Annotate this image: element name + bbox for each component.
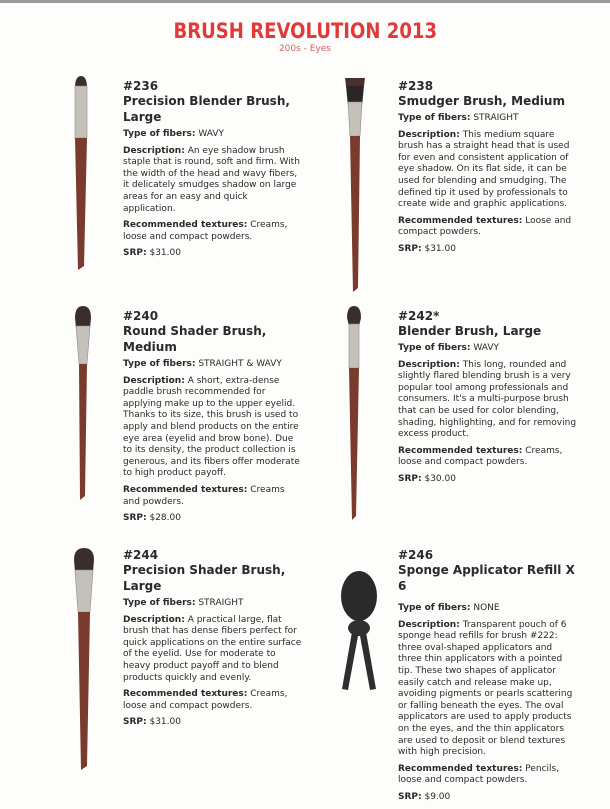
product-name: Sponge Applicator Refill X 6 — [398, 563, 575, 593]
bristle-icon — [75, 306, 91, 328]
fibers-value: NONE — [473, 603, 500, 613]
textures-value: Creams, loose and compact powders. — [123, 689, 288, 711]
bristle-icon — [345, 78, 365, 86]
description-row — [123, 376, 303, 480]
ferrule-icon — [75, 86, 87, 138]
product-name: Precision Blender Brush, Large — [123, 94, 290, 124]
ferrule-icon — [349, 324, 359, 368]
brush-242-image — [342, 304, 366, 524]
description-label: Description: — [123, 614, 185, 625]
product-number: #238 — [398, 79, 434, 93]
description-label: Description: — [398, 359, 460, 370]
description-label: Description: — [398, 619, 460, 630]
tweezer-left-icon — [342, 632, 358, 690]
description-row — [398, 620, 578, 759]
fibers-value: STRAIGHT — [473, 113, 519, 123]
product-name: Smudger Brush, Medium — [398, 94, 565, 108]
textures-value: Pencils, loose and compact powders. — [398, 763, 560, 786]
product-242 — [398, 309, 578, 491]
brush-238-image — [340, 76, 370, 296]
srp-value: $31.00 — [424, 243, 456, 254]
product-name: Blender Brush, Large — [398, 324, 542, 338]
textures-row — [123, 689, 303, 712]
product-240 — [123, 309, 303, 530]
description-row — [398, 360, 578, 441]
fibers-label: Type of fibers: — [398, 113, 471, 123]
product-number: #242* — [398, 309, 440, 323]
product-244 — [123, 548, 303, 734]
srp-row — [398, 244, 578, 256]
product-246 — [398, 548, 578, 809]
fibers-label: Type of fibers: — [123, 129, 196, 139]
description-label: Description: — [123, 145, 185, 156]
fibers-label: Type of fibers: — [398, 343, 471, 353]
description-value: This medium square brush has a straight head that is used for even and consistent application of eye shadow. On its flat side, it can be used for blending and smudging. The defined tip it used by professionals to create wide and graphic applications. — [398, 129, 570, 210]
sponge-neck-icon — [348, 620, 370, 636]
srp-label: SRP: — [123, 513, 147, 524]
page-header — [0, 20, 610, 54]
textures-label: Recommended textures: — [398, 445, 523, 456]
srp-row — [123, 717, 303, 729]
handle-icon — [349, 368, 359, 520]
product-number: #240 — [123, 309, 159, 323]
srp-row — [398, 792, 578, 804]
brush-236-image — [66, 74, 96, 274]
description-row — [398, 130, 578, 211]
product-number: #244 — [123, 548, 159, 562]
description-label: Description: — [123, 375, 185, 386]
fibers-row — [123, 598, 303, 610]
product-number: #236 — [123, 79, 159, 93]
description-row — [123, 146, 303, 216]
fibers-row — [123, 359, 303, 371]
textures-row — [123, 220, 303, 243]
product-238 — [398, 79, 578, 261]
ferrule-icon — [76, 326, 90, 364]
textures-value: Creams, loose and compact powders. — [398, 445, 563, 468]
ferrule-icon — [348, 102, 362, 136]
handle-icon — [79, 364, 87, 500]
bristle-icon — [74, 548, 94, 572]
srp-value: $31.00 — [149, 248, 181, 259]
fibers-row — [123, 129, 303, 141]
srp-label: SRP: — [123, 717, 147, 728]
srp-row — [398, 474, 578, 486]
srp-label: SRP: — [398, 243, 422, 254]
textures-row — [123, 485, 303, 508]
handle-icon — [78, 612, 90, 770]
textures-row — [398, 216, 578, 239]
description-value: A practical large, flat brush that has dense fibers perfect for quick applications on the entire surface of the eyelid. Use for moderate to heavy product payoff and to blend products quickly and evenly. — [123, 614, 302, 683]
srp-row — [123, 513, 303, 525]
description-value: This long, rounded and slightly flared blending brush is a very popular tool among professionals and consumers. It's a multi-purpose brush that can be used for color blending, shading, highlighting, and for removing excess product. — [398, 359, 577, 440]
page-subtitle: 200s - Eyes — [278, 44, 332, 54]
fibers-label: Type of fibers: — [123, 359, 196, 369]
brush-240-image — [68, 304, 98, 504]
fibers-value: WAVY — [198, 129, 224, 139]
tweezer-right-icon — [360, 632, 376, 690]
textures-label: Recommended textures: — [123, 689, 248, 700]
textures-label: Recommended textures: — [398, 763, 523, 774]
srp-row — [123, 248, 303, 260]
textures-label: Recommended textures: — [123, 484, 248, 495]
textures-row — [398, 764, 578, 787]
textures-value: Creams, loose and compact powders. — [123, 220, 288, 242]
fibers-row — [398, 113, 578, 125]
textures-value: Loose and compact powders. — [398, 215, 572, 238]
srp-label: SRP: — [123, 248, 147, 259]
textures-value: Creams and powders. — [123, 484, 285, 507]
description-value: An eye shadow brush staple that is round, soft and firm. With the width of the head and wavy fibers, it delicately smudges shadow on large areas for an easy and quick application. — [123, 145, 300, 214]
description-value: Transparent pouch of 6 sponge head refills for brush #222: three oval-shaped applicators and three thin applicators with a pointed tip. These two shapes of applicator easily catch and release make up, avoiding pigments or pearls scattering or falling beneath the eyes. The oval applicators are used to apply products on the eyes, and the thin applicators are used to deposit or blend textures with high precision. — [398, 619, 573, 758]
product-236 — [123, 79, 303, 265]
fibers-row — [398, 603, 578, 615]
description-label: Description: — [398, 129, 460, 140]
page-title: BRUSH REVOLUTION 2013 — [173, 19, 437, 43]
product-number: #246 — [398, 548, 434, 562]
sponge-applicator-image — [334, 570, 384, 700]
product-name: Round Shader Brush, Medium — [123, 324, 267, 354]
handle-icon — [350, 136, 360, 292]
textures-label: Recommended textures: — [123, 220, 248, 231]
brush-244-image — [68, 546, 100, 776]
sponge-head-icon — [341, 571, 377, 621]
srp-value: $31.00 — [149, 717, 181, 728]
fibers-value: STRAIGHT — [198, 598, 244, 608]
ferrule-icon — [75, 570, 93, 612]
fibers-value: WAVY — [473, 343, 499, 353]
srp-label: SRP: — [398, 791, 422, 802]
fibers-value: STRAIGHT & WAVY — [198, 359, 282, 369]
fibers-label: Type of fibers: — [398, 603, 471, 613]
description-value: A short, extra-dense paddle brush recommended for applying make up to the upper eyelid. Thanks to its size, this brush is used to apply and blend products on the entire eye area (eyelid and brow bone). Due to its density, the product collection is generous, and its fibers offer moderate to high product payoff. — [123, 375, 300, 479]
product-name: Precision Shader Brush, Large — [123, 563, 286, 593]
textures-label: Recommended textures: — [398, 215, 523, 226]
top-border — [0, 0, 610, 3]
bristle-icon — [347, 306, 361, 326]
fibers-label: Type of fibers: — [123, 598, 196, 608]
handle-icon — [75, 138, 87, 270]
srp-value: $9.00 — [424, 791, 451, 802]
fibers-row — [398, 343, 578, 355]
textures-row — [398, 446, 578, 469]
srp-label: SRP: — [398, 473, 422, 484]
srp-value: $30.00 — [424, 473, 456, 484]
srp-value: $28.00 — [149, 513, 181, 524]
description-row — [123, 615, 303, 685]
